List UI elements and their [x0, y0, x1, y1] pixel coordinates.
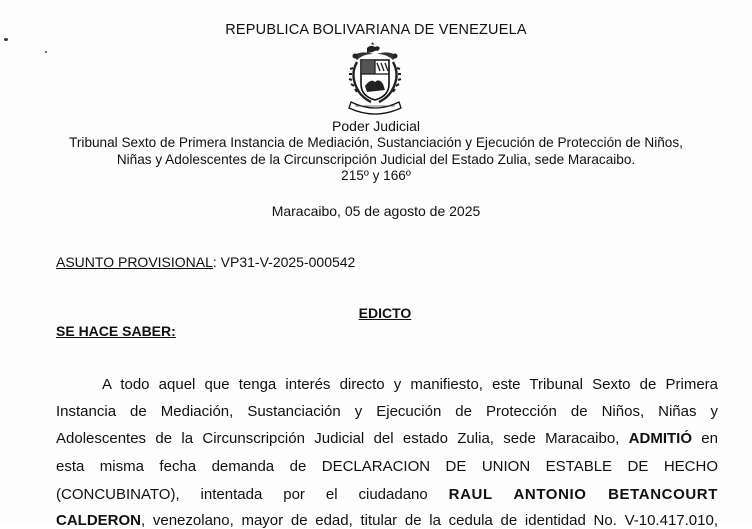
date-line: Maracaibo, 05 de agosto de 2025	[271, 203, 481, 219]
case-number-separator: :	[212, 254, 217, 270]
edict-title: EDICTO	[358, 305, 412, 321]
case-number-value: VP31-V-2025-000542	[216, 254, 356, 270]
scan-speck	[45, 51, 47, 53]
country-title: REPUBLICA BOLIVARIANA DE VENEZUELA	[225, 22, 527, 38]
body-line: esta misma fecha demanda de DECLARACION DE UNION ESTABLE DE HECHO	[56, 458, 718, 475]
petitioner-name: RAUL ANTONIO BETANCOURT	[448, 486, 718, 503]
notice-heading: SE HACE SABER:	[56, 323, 176, 339]
body-line: Instancia de Mediación, Sustanciación y Ejecución de Protección de Niños, Niñas y	[56, 403, 718, 420]
tribunal-name-line2: Niñas y Adolescentes de la Circunscripción Judicial del Estado Zulia, sede Maracaibo.	[116, 152, 636, 167]
coat-of-arms-icon	[343, 42, 407, 118]
petitioner-surname: CALDERON	[56, 512, 141, 529]
case-number	[56, 254, 355, 270]
case-number-label: ASUNTO PROVISIONAL	[56, 254, 213, 270]
years-line: 215º y 166º	[341, 168, 411, 183]
body-line: (CONCUBINATO), intentada por el ciudadano RAUL ANTONIO BETANCOURT	[56, 486, 718, 503]
body-line: Adolescentes de la Circunscripción Judicial del estado Zulia, sede Maracaibo, ADMITIÓ en	[56, 430, 718, 447]
tribunal-name-line1: Tribunal Sexto de Primera Instancia de Mediación, Sustanciación y Ejecución de Protección de Niños,	[69, 135, 683, 150]
body-line: A todo aquel que tenga interés directo y manifiesto, este Tribunal Sexto de Primera	[102, 376, 718, 393]
institution-name: Poder Judicial	[332, 118, 420, 134]
admitted-keyword: ADMITIÓ	[628, 430, 692, 447]
scan-speck	[4, 38, 8, 41]
body-line: CALDERON, venezolano, mayor de edad, titular de la cedula de identidad No. V-10.417.010,	[56, 512, 718, 529]
